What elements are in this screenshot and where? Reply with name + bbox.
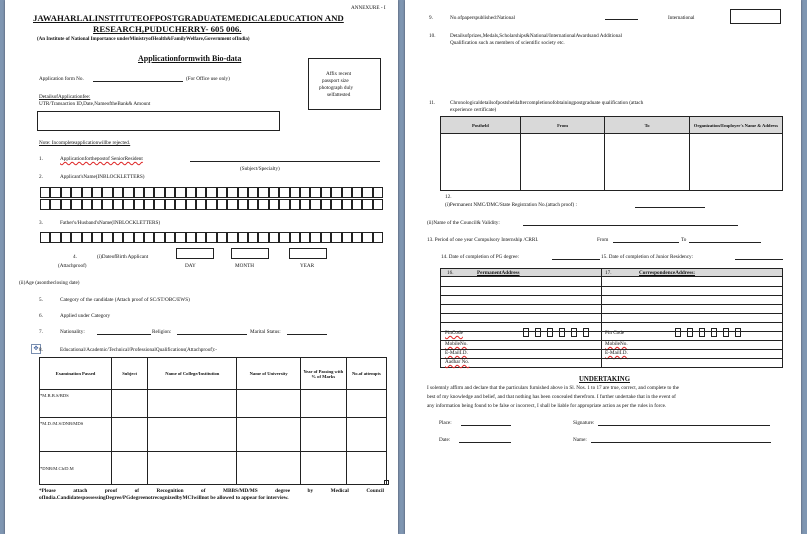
exp-header-to: To — [605, 117, 689, 134]
letter-cell[interactable] — [134, 232, 144, 243]
letter-cell[interactable] — [300, 187, 310, 198]
letter-cell[interactable] — [227, 232, 237, 243]
letter-cell[interactable] — [102, 187, 112, 198]
letter-cell[interactable] — [134, 199, 144, 210]
letter-cell[interactable] — [269, 232, 279, 243]
pin-code-label: PinCode — [445, 330, 463, 336]
q4-attach-proof: (Attachproof) — [58, 263, 87, 269]
letter-cell[interactable] — [50, 199, 60, 210]
permanent-address-header: PermanentAddress — [477, 270, 520, 276]
edu-header-year: Year of Passing with % of Marks — [300, 358, 346, 390]
pin-cell[interactable] — [675, 328, 681, 337]
letter-cell[interactable] — [144, 187, 154, 198]
letter-cell[interactable] — [154, 187, 164, 198]
letter-cell[interactable] — [40, 187, 50, 198]
fee-heading: DetailsofApplicationfee: — [39, 94, 91, 100]
letter-cell[interactable] — [238, 187, 248, 198]
letter-cell[interactable] — [154, 199, 164, 210]
correspondence-address-header: CorrespondenceAddress: — [639, 270, 696, 276]
q7-marital-label: Marital Status: — [250, 329, 281, 335]
q11-line1: Chronologicaldetailsofpostsheldaftercompletionofobtainingpostgraduate qualification (attach — [450, 100, 644, 106]
papers-international-box[interactable] — [730, 9, 781, 24]
letter-cell[interactable] — [186, 199, 196, 210]
letter-cell[interactable] — [82, 232, 92, 243]
q1-number: 1. — [39, 156, 43, 162]
address-line[interactable] — [440, 286, 783, 287]
q6-number: 6. — [39, 313, 43, 319]
letter-cell[interactable] — [300, 232, 310, 243]
q13-to-label: To — [681, 237, 687, 243]
q9-international-label: International — [668, 15, 695, 21]
letter-cell[interactable] — [373, 232, 383, 243]
pin-cell[interactable] — [723, 328, 729, 337]
table-cell[interactable] — [148, 418, 237, 452]
letter-cell[interactable] — [165, 187, 175, 198]
address-line — [440, 340, 783, 341]
council-validity-field[interactable] — [523, 225, 738, 226]
letter-cell[interactable] — [290, 232, 300, 243]
exp-header-organization: Organization/Employer's Name & Address — [689, 117, 782, 134]
pin-cell[interactable] — [687, 328, 693, 337]
papers-national-field[interactable] — [605, 19, 638, 20]
letter-cell[interactable] — [269, 187, 279, 198]
letter-cell[interactable] — [92, 199, 102, 210]
table-cell[interactable] — [441, 134, 521, 191]
letter-cell[interactable] — [82, 199, 92, 210]
q6-label: Applied under Category — [60, 313, 111, 319]
q7-religion-label: Religion: — [152, 329, 172, 335]
letter-cell[interactable] — [113, 187, 123, 198]
letter-cell[interactable] — [123, 187, 133, 198]
date-field[interactable] — [459, 442, 511, 443]
address-line[interactable] — [440, 304, 783, 305]
q3-label: Father's/Husband'sName(INBLOCKLETTERS) — [60, 220, 161, 226]
address-line — [440, 331, 783, 332]
letter-cell[interactable] — [331, 187, 341, 198]
letter-cell[interactable] — [331, 199, 341, 210]
letter-cell[interactable] — [342, 187, 352, 198]
letter-cell[interactable] — [310, 187, 320, 198]
letter-cell[interactable] — [352, 232, 362, 243]
letter-cell[interactable] — [258, 199, 268, 210]
q17-number: 17. — [605, 270, 612, 276]
registration-no-field[interactable] — [635, 207, 705, 208]
table-cell[interactable] — [148, 390, 237, 418]
letter-cell[interactable] — [40, 232, 50, 243]
form-title: Applicationformwith Bio-data — [138, 54, 242, 63]
letter-cell[interactable] — [342, 232, 352, 243]
q1-post-field[interactable] — [190, 161, 380, 162]
edu-row-exam: *M.D./M.S/DNB/MDS — [40, 418, 112, 452]
exp-header-post: Postheld — [441, 117, 521, 134]
letter-cell[interactable] — [206, 232, 216, 243]
address-divider — [601, 268, 602, 368]
letter-cell[interactable] — [310, 232, 320, 243]
mobile-label: MobileNo. — [445, 341, 468, 347]
letter-cell[interactable] — [321, 187, 331, 198]
letter-cell[interactable] — [227, 199, 237, 210]
letter-cell[interactable] — [71, 199, 81, 210]
experience-table — [440, 116, 783, 191]
letter-cell[interactable] — [61, 199, 71, 210]
letter-cell[interactable] — [165, 199, 175, 210]
q8-label: Educational/Academic/Technical/ProfessionalQualifications(Attachproof):- — [60, 347, 217, 353]
table-cell[interactable] — [689, 134, 782, 191]
q12-registration-label: (i)Permanent NMC/DMC/State Registration No.(attach proof) : — [445, 202, 577, 208]
mobile-label-corr: MobileNo. — [605, 341, 628, 347]
table-row — [40, 418, 387, 452]
letter-cell[interactable] — [321, 199, 331, 210]
dob-day-box[interactable] — [176, 248, 214, 259]
religion-field[interactable] — [177, 334, 247, 335]
fee-details-field[interactable] — [37, 111, 280, 131]
photo-text-2: passport size — [322, 78, 349, 84]
letter-cell[interactable] — [61, 232, 71, 243]
education-header-row — [40, 358, 387, 390]
letter-cell[interactable] — [196, 199, 206, 210]
q16-number: 16. — [447, 270, 454, 276]
letter-cell[interactable] — [331, 232, 341, 243]
q2-number: 2. — [39, 174, 43, 180]
edu-header-attempts: No.of attempts — [346, 358, 386, 390]
internship-to-field[interactable] — [689, 242, 761, 243]
letter-cell[interactable] — [71, 232, 81, 243]
table-cell[interactable] — [148, 452, 237, 485]
letter-cell[interactable] — [300, 199, 310, 210]
letter-cell[interactable] — [134, 187, 144, 198]
app-form-no-label: Application form No. — [39, 76, 84, 82]
name-label: Name: — [573, 437, 587, 443]
undertaking-line-2: best of my knowledge and belief, and that nothing has been concealed therefrom. I further undertake that in the event of — [427, 394, 676, 400]
q11-number: 11. — [429, 100, 436, 106]
letter-cell[interactable] — [50, 232, 60, 243]
undertaking-line-1: I solemnly affirm and declare that the particulars furnished above in Sl. Nos. 1 to 17 are true, correct, and complete to the — [427, 385, 679, 391]
letter-cell[interactable] — [362, 232, 372, 243]
signature-field[interactable] — [598, 425, 770, 426]
letter-cell[interactable] — [279, 199, 289, 210]
letter-cell[interactable] — [258, 232, 268, 243]
q4-number: 4. — [73, 254, 77, 260]
dob-month-box[interactable] — [231, 248, 269, 259]
aadhar-label: Aadhar No. — [445, 359, 470, 365]
letter-cell[interactable] — [321, 232, 331, 243]
table-cell[interactable] — [520, 134, 605, 191]
dob-day-label: DAY — [185, 263, 196, 269]
table-cell[interactable] — [300, 390, 346, 418]
q1-subject-note: (Subject/Specialty) — [240, 166, 280, 172]
letter-cell[interactable] — [248, 199, 258, 210]
q2-label: Applicant'sName(INBLOCKLETTERS) — [60, 174, 145, 180]
letter-cell[interactable] — [196, 187, 206, 198]
experience-header-row — [441, 117, 783, 134]
app-form-no-field[interactable] — [93, 81, 183, 82]
address-line[interactable] — [440, 322, 783, 323]
nationality-field[interactable] — [97, 334, 151, 335]
office-use-note: (For Office use only) — [186, 76, 230, 82]
table-cell[interactable] — [237, 452, 300, 485]
address-line — [440, 349, 783, 350]
address-line — [440, 358, 783, 359]
letter-cell[interactable] — [92, 232, 102, 243]
letter-cell[interactable] — [269, 199, 279, 210]
table-cell[interactable] — [237, 418, 300, 452]
institute-name-line2: RESEARCH,PUDUCHERRY- 605 006. — [93, 24, 242, 34]
marital-status-field[interactable] — [287, 334, 327, 335]
institute-name-line1: JAWAHARLALINSTITUTEOFPOSTGRADUATEMEDICALEDUCATION AND — [33, 13, 344, 23]
letter-cell[interactable] — [92, 187, 102, 198]
table-cell[interactable] — [300, 452, 346, 485]
letter-cell[interactable] — [206, 199, 216, 210]
photo-text-4: selfattested — [327, 92, 351, 98]
letter-cell[interactable] — [40, 199, 50, 210]
q12-number: 12. — [445, 194, 452, 200]
q11-line2: experience certificate) — [450, 107, 497, 113]
annexure-label: ANNEXURE - I — [351, 5, 386, 11]
edu-row-exam: *M.B.B.S/BDS — [40, 390, 112, 418]
table-resize-handle[interactable] — [384, 480, 389, 485]
letter-cell[interactable] — [206, 187, 216, 198]
letter-cell[interactable] — [123, 232, 133, 243]
table-cell[interactable] — [605, 134, 689, 191]
table-cell[interactable] — [346, 418, 386, 452]
internship-from-field[interactable] — [613, 242, 679, 243]
jr-completion-field[interactable] — [735, 259, 783, 260]
letter-cell[interactable] — [258, 187, 268, 198]
edu-row-exam: *DNB/M.Ch/D.M — [40, 452, 112, 485]
letter-cell[interactable] — [227, 187, 237, 198]
table-cell[interactable] — [112, 452, 148, 485]
letter-cell[interactable] — [50, 187, 60, 198]
letter-cell[interactable] — [352, 187, 362, 198]
q7-number: 7. — [39, 329, 43, 335]
pin-cell[interactable] — [583, 328, 589, 337]
recognition-footnote: *Please attach proof of Recognition of MBBS/MD/MS degree by Medical Council ofIndia.CandidatespossessingDegree/PGdegreenotrecognizedbyMCIwillnot be allowed to appear for interview. — [39, 488, 384, 501]
q5-number: 5. — [39, 297, 43, 303]
table-cell[interactable] — [346, 390, 386, 418]
letter-cell[interactable] — [362, 199, 372, 210]
page-1 — [5, 0, 398, 534]
edu-header-university: Name of University — [237, 358, 300, 390]
q10-line1: Detailsofprizes,Medals,Scholarships&National/InternationalAwardsand Additional — [450, 33, 622, 39]
q1-label: Applicationforthepostof SeniorResident — [60, 156, 143, 162]
pin-cell[interactable] — [571, 328, 577, 337]
letter-cell[interactable] — [217, 232, 227, 243]
letter-cell[interactable] — [175, 187, 185, 198]
edu-header-exam: Examination Passed — [40, 358, 112, 390]
q12-council-label: (ii)Name of the Council& Validity: — [427, 220, 500, 226]
q15-label: 15. Date of completion of Junior Residency: — [601, 254, 694, 260]
move-handle-icon[interactable]: ✥ — [31, 344, 41, 354]
q4-label: (i)DateofBirth Applicant — [97, 254, 149, 260]
pin-cell[interactable] — [547, 328, 553, 337]
pin-cell[interactable] — [735, 328, 741, 337]
q5-label: Category of the candidate (Attach proof of SC/ST/OBC/EWS) — [60, 297, 190, 303]
q13-from-label: From — [597, 237, 609, 243]
letter-cell[interactable] — [102, 199, 112, 210]
letter-cell[interactable] — [362, 187, 372, 198]
letter-cell[interactable] — [238, 199, 248, 210]
institute-subtitle: (An Institute of National Importance underMinistryofHealth&FamilyWelfare,Government ofIndia) — [37, 37, 250, 42]
table-cell[interactable] — [237, 390, 300, 418]
photo-text-3: photograph duly — [319, 85, 354, 91]
letter-cell[interactable] — [290, 199, 300, 210]
table-row — [441, 134, 783, 191]
letter-cell[interactable] — [217, 199, 227, 210]
letter-cell[interactable] — [279, 187, 289, 198]
pin-cell[interactable] — [559, 328, 565, 337]
signature-label: Signature: — [573, 420, 595, 426]
edu-header-subject: Subject — [112, 358, 148, 390]
letter-cell[interactable] — [238, 232, 248, 243]
edu-header-college: Name of College/Institution — [148, 358, 237, 390]
letter-cell[interactable] — [71, 187, 81, 198]
letter-cell[interactable] — [352, 199, 362, 210]
letter-cell[interactable] — [342, 199, 352, 210]
q7-nationality-label: Nationality: — [60, 329, 85, 335]
letter-cell[interactable] — [113, 232, 123, 243]
q9-label: No.ofpaperspublished:National — [450, 15, 515, 21]
address-line[interactable] — [440, 295, 783, 296]
page-2 — [405, 0, 801, 534]
table-row — [40, 390, 387, 418]
q10-line2: Qualification such as members of scientific society etc. — [450, 40, 565, 46]
letter-cell[interactable] — [373, 199, 383, 210]
letter-cell[interactable] — [123, 199, 133, 210]
q8-number: 8. — [39, 347, 43, 353]
email-label-corr: E-MailI.D. — [605, 350, 628, 356]
letter-cell[interactable] — [310, 199, 320, 210]
letter-cell[interactable] — [61, 187, 71, 198]
photo-text-1: Affix recent — [326, 71, 352, 77]
q13-label: 13. Period of one year Compulsory Internship /CRRI. — [427, 237, 539, 243]
q10-number: 10. — [429, 33, 436, 39]
pg-completion-field[interactable] — [552, 259, 600, 260]
letter-cell[interactable] — [102, 232, 112, 243]
place-field[interactable] — [461, 425, 511, 426]
date-label: Date: — [439, 437, 451, 443]
table-row — [40, 452, 387, 485]
letter-cell[interactable] — [113, 199, 123, 210]
place-label: Place: — [439, 420, 452, 426]
photo-box — [308, 58, 381, 110]
pin-code-label-corr: Pin Code — [605, 330, 625, 336]
letter-cell[interactable] — [175, 232, 185, 243]
q14-label: 14. Date of completion of PG degree: — [441, 254, 519, 260]
dob-year-label: YEAR — [300, 263, 315, 269]
letter-cell[interactable] — [290, 187, 300, 198]
q3-number: 3. — [39, 220, 43, 226]
fee-details-label: UTR/Transaction ID,Date,NameoftheBank& Amount — [39, 101, 151, 107]
q9-number: 9. — [429, 15, 433, 21]
pin-cell[interactable] — [699, 328, 705, 337]
letter-cell[interactable] — [144, 199, 154, 210]
letter-cell[interactable] — [186, 187, 196, 198]
exp-header-from: From — [520, 117, 605, 134]
pin-cell[interactable] — [711, 328, 717, 337]
letter-cell[interactable] — [165, 232, 175, 243]
letter-cell[interactable] — [373, 187, 383, 198]
q4-age-label: (ii)Age (asontheclosing date) — [19, 280, 80, 286]
pin-cell[interactable] — [535, 328, 541, 337]
undertaking-title: UNDERTAKING — [579, 376, 630, 383]
table-cell[interactable] — [112, 418, 148, 452]
letter-cell[interactable] — [154, 232, 164, 243]
letter-cell[interactable] — [196, 232, 206, 243]
letter-cell[interactable] — [279, 232, 289, 243]
pin-cell[interactable] — [523, 328, 529, 337]
table-cell[interactable] — [300, 418, 346, 452]
table-cell[interactable] — [346, 452, 386, 485]
letter-cell[interactable] — [175, 199, 185, 210]
name-field[interactable] — [591, 442, 771, 443]
education-table — [39, 357, 387, 485]
undertaking-line-3: any information being found to be false or incorrect, I shall be liable for appropriate action as per the rules in force. — [427, 403, 667, 409]
dob-year-box[interactable] — [289, 248, 327, 259]
email-label: E-MailI.D. — [445, 350, 468, 356]
letter-cell[interactable] — [144, 232, 154, 243]
letter-cell[interactable] — [248, 232, 258, 243]
address-line[interactable] — [440, 313, 783, 314]
letter-cell[interactable] — [248, 187, 258, 198]
letter-cell[interactable] — [82, 187, 92, 198]
letter-cell[interactable] — [186, 232, 196, 243]
table-cell[interactable] — [112, 390, 148, 418]
dob-month-label: MONTH — [235, 263, 255, 269]
note-incomplete: Note: Incompleteapplicationwillbe rejected. — [39, 140, 131, 146]
letter-cell[interactable] — [217, 187, 227, 198]
